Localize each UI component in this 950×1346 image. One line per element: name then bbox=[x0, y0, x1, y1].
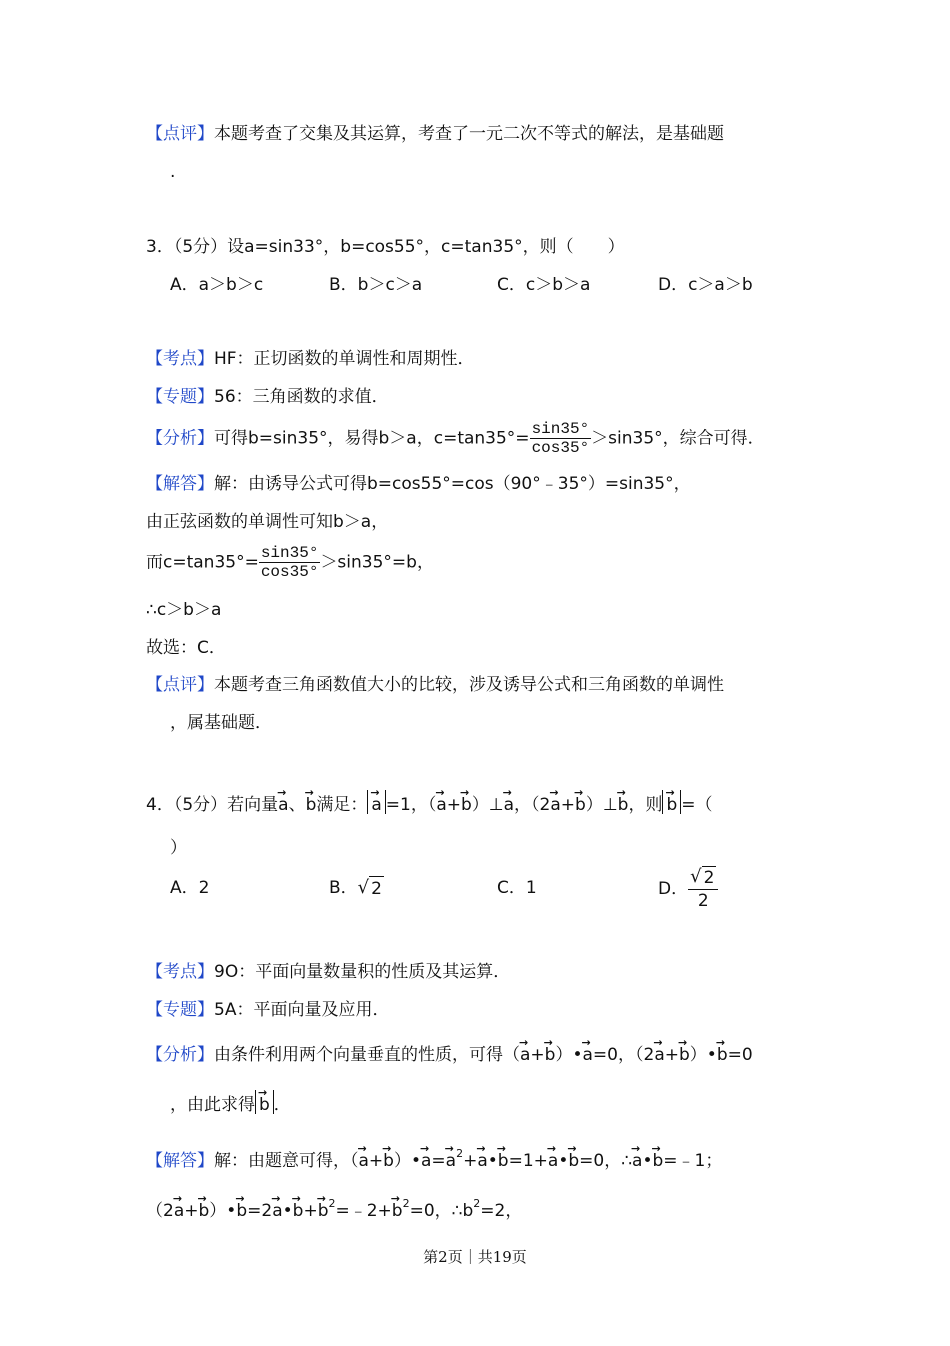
fraction: √ 2 2 bbox=[688, 866, 718, 912]
jieda3-text-2: ＞sin35°=b， bbox=[320, 552, 434, 573]
q4-stem: 4．（5分）若向量→ a、→ b满足：→ a =1，（→ a+→ b）⊥→ a，（2→ a+→ b）⊥→ b，则→ b =（ bbox=[146, 790, 713, 819]
sqrt-2: √ 2 bbox=[357, 877, 382, 899]
fenxi-cont-text: ，由此求得 bbox=[170, 1095, 255, 1115]
review-cont: . bbox=[170, 162, 176, 182]
fraction bbox=[259, 544, 321, 581]
q3-option-c: C．c＞b＞a bbox=[497, 275, 591, 295]
kaodian-text: 9O：平面向量数量积的性质及其运算． bbox=[214, 962, 511, 982]
fenxi-text: 可得b=sin35°，易得b＞a，c=tan35°= bbox=[214, 428, 530, 449]
q4-jieda: 【解答】解：由题意可得，（→ a+→ b）•→ $a=\to a^2+\to$ a•→ b=1+→ a•→ b=0，∴→ a•→ b=﹣1； bbox=[146, 1140, 722, 1175]
zhuanti-text: 56：三角函数的求值． bbox=[214, 387, 389, 407]
jieda-text: 解：由诱导公式可得b=cos55°=cos（90°﹣35°）=sin35°， bbox=[214, 474, 691, 494]
q4-option-a: A．2 bbox=[170, 878, 210, 898]
q4-zhuanti bbox=[146, 998, 389, 1022]
q3-jieda-3 bbox=[146, 544, 434, 581]
q3-jieda bbox=[146, 472, 691, 496]
dianping-text: 本题考查三角函数值大小的比较，涉及诱导公式和三角函数的单调性 bbox=[214, 675, 724, 695]
q3-option-b: B．b＞c＞a bbox=[329, 275, 423, 295]
q4-kaodian bbox=[146, 960, 510, 984]
q3-jieda-2: 由正弦函数的单调性可知b＞a， bbox=[146, 512, 389, 532]
fenxi-tag: 【分析】 bbox=[146, 1045, 214, 1065]
frac-num: sin35° bbox=[531, 420, 590, 438]
fenxi-tag: 【分析】 bbox=[146, 428, 214, 449]
zhuanti-text: 5A：平面向量及应用． bbox=[214, 1000, 390, 1020]
kaodian-tag: 【考点】 bbox=[146, 962, 214, 982]
frac-num: sin35° bbox=[260, 544, 319, 562]
frac-den: cos35° bbox=[531, 439, 590, 457]
vector-b: → b bbox=[306, 790, 317, 814]
abs-a: → a bbox=[367, 790, 385, 814]
q4-fenxi: 【分析】由条件利用两个向量垂直的性质，可得（→ a+→ b）•→ a=0，（2→ a+→ b）•→ b=0 bbox=[146, 1040, 753, 1069]
kaodian-text: HF：正切函数的单调性和周期性． bbox=[214, 349, 475, 369]
dianping-tag: 【点评】 bbox=[146, 675, 214, 695]
q3-jieda-4: ∴c＞b＞a bbox=[146, 600, 222, 620]
q4-option-d-label: D． bbox=[658, 879, 689, 899]
jieda3-text: 而c=tan35°= bbox=[146, 552, 259, 573]
q4-fenxi-cont: ，由此求得→ b ． bbox=[170, 1090, 291, 1119]
fenxi-text-2: ＞sin35°，综合可得． bbox=[591, 428, 765, 449]
review-line bbox=[146, 122, 724, 146]
kaodian-tag: 【考点】 bbox=[146, 349, 214, 369]
fenxi-text: 由条件利用两个向量垂直的性质，可得 bbox=[214, 1045, 503, 1065]
q3-dianping-cont: ，属基础题． bbox=[170, 713, 272, 733]
zhuanti-tag: 【专题】 bbox=[146, 387, 214, 407]
review-tag: 【点评】 bbox=[146, 124, 214, 144]
frac-den: cos35° bbox=[260, 563, 319, 581]
vector-a: → a bbox=[278, 790, 288, 814]
fraction bbox=[530, 420, 592, 457]
q4-jieda-2: （2→ a+→ b）•→ b=2→ a•→ $b+\to b^2=﹣2+\to b^2=0$，$\therefore b^2=2$， bbox=[146, 1190, 522, 1225]
q4-option-b-label: B． bbox=[329, 878, 358, 898]
review-text: 本题考查了交集及其运算，考查了一元二次不等式的解法，是基础题 bbox=[214, 124, 724, 144]
abs-b: → b bbox=[662, 790, 681, 814]
q3-dianping bbox=[146, 673, 724, 697]
q3-jieda-5: 故选：C． bbox=[146, 638, 226, 658]
q4-num: 4．（5分）若向量 bbox=[146, 795, 279, 815]
q3-option-a: A．a＞b＞c bbox=[170, 275, 264, 295]
q4-option-b bbox=[329, 876, 384, 901]
q3-zhuanti bbox=[146, 385, 389, 409]
jieda-text: 解：由题意可得， bbox=[214, 1151, 350, 1171]
q4-option-d bbox=[658, 866, 718, 912]
page-footer: 第2页｜共19页 bbox=[423, 1248, 527, 1266]
q3-option-d: D．c＞a＞b bbox=[658, 275, 753, 295]
q4-option-c: C．1 bbox=[497, 878, 537, 898]
zhuanti-tag: 【专题】 bbox=[146, 1000, 214, 1020]
jieda-tag: 【解答】 bbox=[146, 474, 214, 494]
q3-kaodian bbox=[146, 347, 475, 371]
q3-fenxi bbox=[146, 420, 765, 457]
q3-stem: 3．（5分）设a=sin33°，b=cos55°，c=tan35°，则（ ） bbox=[146, 237, 625, 257]
jieda-tag: 【解答】 bbox=[146, 1151, 214, 1171]
q4-stem-cont: ） bbox=[170, 838, 187, 858]
